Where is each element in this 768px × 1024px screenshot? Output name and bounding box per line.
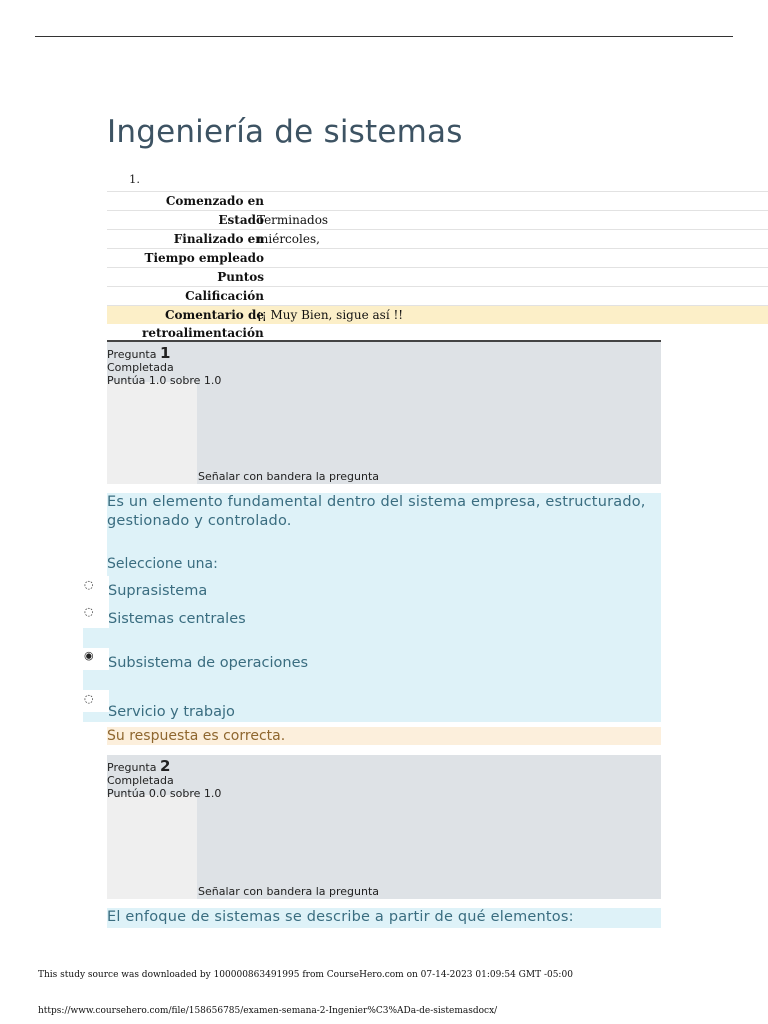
answer-option[interactable]: Sistemas centrales (108, 611, 246, 627)
question-text: Es un elemento fundamental dentro del sistema empresa, estructurado, gestionado y controlado. (107, 494, 646, 529)
answer-feedback: Su respuesta es correcta. (107, 727, 661, 745)
question-state: Completada (107, 361, 174, 374)
question-text: El enfoque de sistemas se describe a partir de qué elementos: (107, 909, 574, 925)
info-strip (107, 382, 197, 484)
question-1-content (107, 493, 661, 582)
list-number: 1. (129, 172, 140, 186)
flag-question-link[interactable]: Señalar con bandera la pregunta (198, 470, 380, 483)
answer-option[interactable]: Suprasistema (108, 583, 208, 599)
summary-row-state (107, 210, 768, 230)
question-2-info (107, 755, 661, 899)
source-url[interactable]: https://www.coursehero.com/file/158656785/examen-semana-2-Ingenier%C3%ADa-de-sistemasdocx/ (38, 1006, 498, 1016)
answer-prompt: Seleccione una: (107, 556, 218, 572)
summary-label: Comentario de (164, 308, 264, 322)
answer-option[interactable]: Servicio y trabajo (108, 704, 235, 720)
question-1-info (107, 342, 661, 484)
question-prefix: Pregunta (107, 761, 157, 774)
summary-label: Calificación (185, 289, 264, 303)
flag-question-link[interactable]: Señalar con bandera la pregunta (198, 885, 380, 898)
question-2-content (107, 908, 661, 928)
answer-list (83, 578, 661, 722)
question-prefix: Pregunta (107, 348, 157, 361)
answer-option-selected[interactable]: Subsistema de operaciones (108, 655, 309, 671)
summary-label: Estado (218, 213, 264, 227)
question-grade: Puntúa 1.0 sobre 1.0 (107, 374, 222, 387)
question-number-value: 1 (159, 344, 171, 362)
question-grade: Puntúa 0.0 sobre 1.0 (107, 787, 222, 800)
summary-row-feedback (107, 305, 768, 324)
question-number-value: 2 (159, 757, 171, 775)
radio-button[interactable]: ◌ (84, 692, 94, 705)
summary-value: Terminados (257, 213, 329, 227)
radio-button-selected[interactable]: ◉ (84, 649, 94, 662)
summary-label: Finalizado en (173, 232, 264, 246)
download-note: This study source was downloaded by 100000863491995 from CourseHero.com on 07-14-2023 01:09:54 GMT -05:00 (38, 970, 573, 980)
question-state: Completada (107, 774, 174, 787)
page-title: Ingeniería de sistemas (107, 114, 463, 150)
summary-label-continued: retroalimentación (142, 326, 264, 340)
radio-button[interactable]: ◌ (84, 605, 94, 618)
top-divider (35, 36, 733, 37)
summary-row-time (107, 248, 768, 268)
question-number (107, 344, 170, 362)
feedback-comment: ¡¡ Muy Bien, sigue así !! (257, 308, 404, 322)
info-strip (107, 795, 197, 899)
radio-button[interactable]: ◌ (84, 578, 94, 591)
summary-label: Comenzado en (165, 194, 264, 208)
summary-row-finished (107, 229, 768, 249)
summary-label: Puntos (217, 270, 264, 284)
summary-row-started (107, 191, 768, 211)
summary-value: miércoles, (257, 232, 320, 246)
question-number (107, 757, 170, 775)
summary-row-grade (107, 286, 768, 306)
summary-row-points (107, 267, 768, 287)
summary-label: Tiempo empleado (144, 251, 264, 265)
